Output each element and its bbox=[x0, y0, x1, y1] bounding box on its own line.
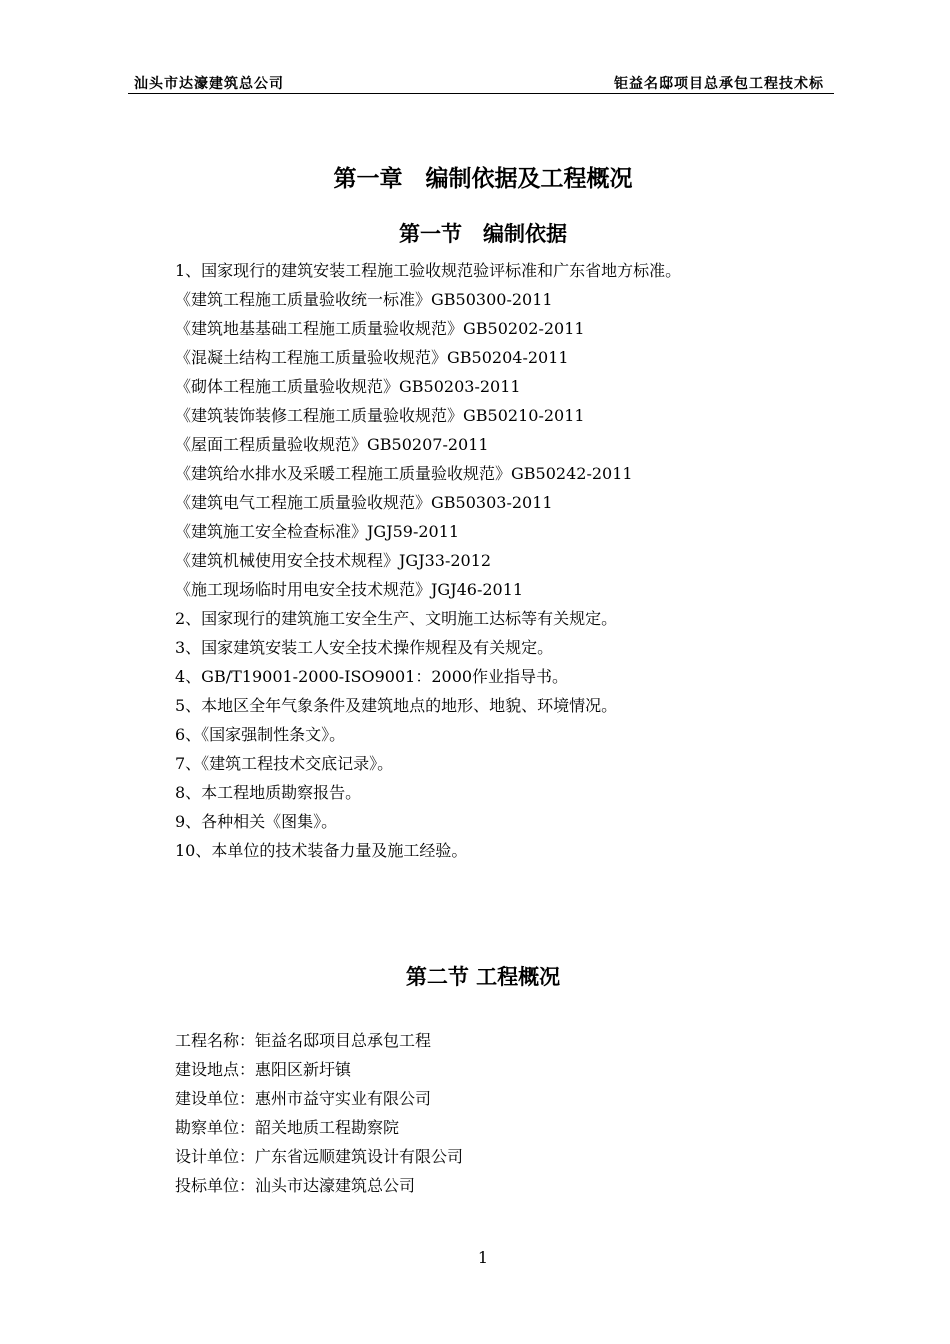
basis-line: 5、本地区全年气象条件及建筑地点的地形、地貌、环境情况。 bbox=[175, 696, 618, 715]
basis-line: 4、GB/T19001-2000-ISO9001：2000作业指导书。 bbox=[175, 667, 569, 686]
section-1-title: 第一节 编制依据 bbox=[399, 222, 567, 246]
basis-line: 3、国家建筑安装工人安全技术操作规程及有关规定。 bbox=[175, 638, 554, 657]
chapter-title: 第一章 编制依据及工程概况 bbox=[333, 166, 633, 192]
overview-line: 设计单位：广东省远顺建筑设计有限公司 bbox=[175, 1147, 464, 1166]
overview-line: 投标单位：汕头市达濠建筑总公司 bbox=[175, 1176, 416, 1195]
basis-line: 《施工现场临时用电安全技术规范》JGJ46-2011 bbox=[175, 580, 524, 599]
overview-line: 勘察单位：韶关地质工程勘察院 bbox=[175, 1118, 400, 1137]
overview-line: 建设单位：惠州市益守实业有限公司 bbox=[175, 1089, 432, 1108]
basis-line: 《混凝土结构工程施工质量验收规范》GB50204-2011 bbox=[175, 348, 569, 367]
basis-line: 1、国家现行的建筑安装工程施工验收规范验评标准和广东省地方标准。 bbox=[175, 261, 682, 280]
basis-line: 8、本工程地质勘察报告。 bbox=[175, 783, 362, 802]
header-divider bbox=[128, 93, 834, 94]
basis-line: 《建筑施工安全检查标准》JGJ59-2011 bbox=[175, 522, 460, 541]
basis-line: 《建筑给水排水及采暖工程施工质量验收规范》GB50242-2011 bbox=[175, 464, 633, 483]
section-2-title: 第二节 工程概况 bbox=[405, 965, 561, 989]
overview-line: 工程名称：钜益名邸项目总承包工程 bbox=[175, 1031, 432, 1050]
basis-line: 9、各种相关《图集》。 bbox=[175, 812, 338, 831]
header-document-title: 钜益名邸项目总承包工程技术标 bbox=[614, 76, 824, 92]
basis-line: 《砌体工程施工质量验收规范》GB50203-2011 bbox=[175, 377, 521, 396]
basis-line: 《建筑地基基础工程施工质量验收规范》GB50202-2011 bbox=[175, 319, 585, 338]
basis-line: 《屋面工程质量验收规范》GB50207-2011 bbox=[175, 435, 489, 454]
basis-line: 10、本单位的技术装备力量及施工经验。 bbox=[175, 841, 468, 860]
basis-line: 2、国家现行的建筑施工安全生产、文明施工达标等有关规定。 bbox=[175, 609, 618, 628]
basis-line: 《建筑电气工程施工质量验收规范》GB50303-2011 bbox=[175, 493, 553, 512]
page-number: 1 bbox=[477, 1248, 489, 1267]
header-company: 汕头市达濠建筑总公司 bbox=[134, 76, 284, 92]
basis-line: 7、《建筑工程技术交底记录》。 bbox=[175, 754, 394, 773]
basis-line: 《建筑装饰装修工程施工质量验收规范》GB50210-2011 bbox=[175, 406, 585, 425]
basis-line: 《建筑机械使用安全技术规程》JGJ33-2012 bbox=[175, 551, 492, 570]
basis-line: 6、《国家强制性条文》。 bbox=[175, 725, 346, 744]
overview-line: 建设地点：惠阳区新圩镇 bbox=[175, 1060, 352, 1079]
basis-line: 《建筑工程施工质量验收统一标准》GB50300-2011 bbox=[175, 290, 553, 309]
